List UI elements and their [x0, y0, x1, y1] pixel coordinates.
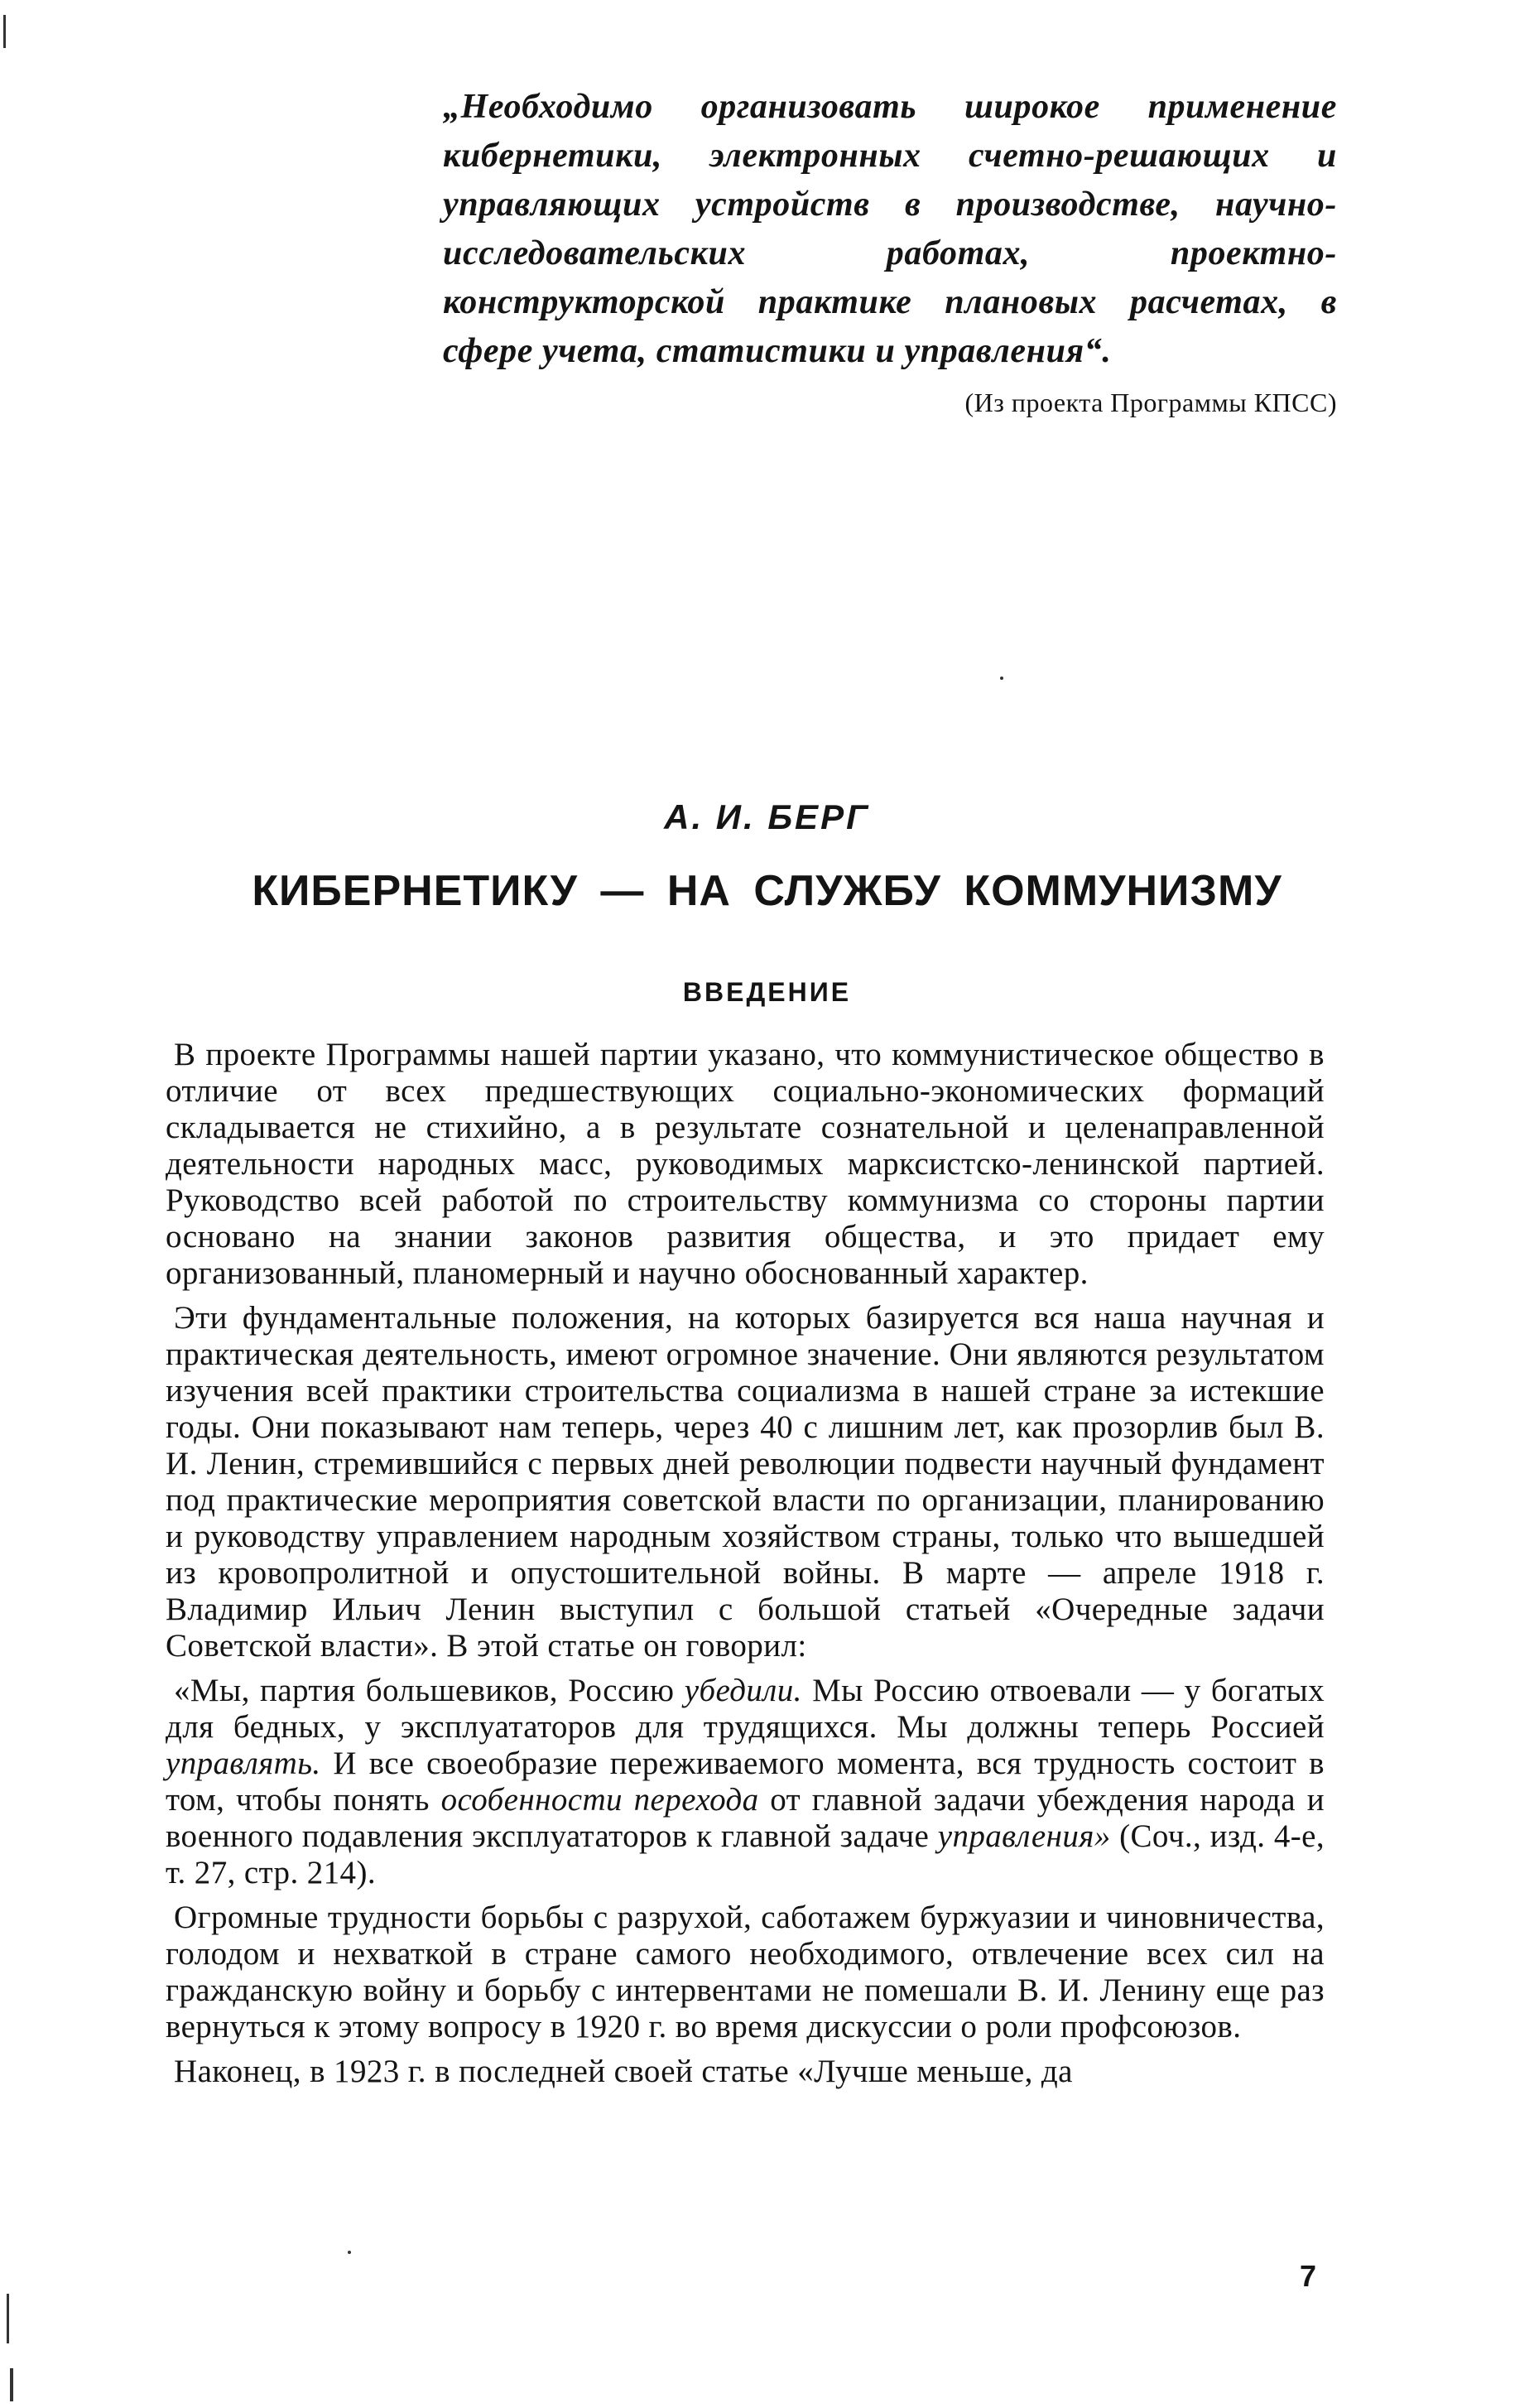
- epigraph: [443, 83, 1337, 418]
- scan-speck: [1000, 677, 1003, 680]
- article-title: КИБЕРНЕТИКУ — НА СЛУЖБУ КОММУНИЗМУ: [252, 867, 1282, 915]
- author-name: А. И. БЕРГ: [664, 797, 870, 836]
- quote-citation: (Соч., изд. 4-е, т. 27, стр. 214).: [166, 1818, 1325, 1890]
- quote-emphasis: особенности перехода: [440, 1782, 759, 1818]
- paragraph: Наконец, в 1923 г. в последней своей статье «Лучше меньше, да: [174, 2054, 1073, 2089]
- scan-speck: [10, 2368, 13, 2401]
- quote-emphasis: убедили.: [684, 1673, 802, 1708]
- quote-text: Мы Россию отвоевали — у богатых для бедных, у эксплуататоров для трудящихся. Мы должны теперь Россией: [166, 1673, 1325, 1745]
- page-number: 7: [1300, 2259, 1317, 2293]
- paragraph: Эти фундаментальные положения, на которых базируется вся наша научная и практическая деятельность, имеют огромное значение. Они являются результатом изучения всей практики строительства социализма в нашей стране за истекшие годы. Они показывают нам теперь, через 40 с лишним лет, как прозорлив был В. И. Ленин, стремившийся с первых дней революции подвести научный фундамент под практические мероприятия советской власти по организации, планированию и руководству управлением народным хозяйством страны, только что вышедшей из кровопролитной и опустошительной войны. В марте — апреле 1918 г. Владимир Ильич Ленин выступил с большой статьей «Очередные задачи Советской власти». В этой статье он говорил:: [166, 1300, 1325, 1664]
- body-text: [166, 1037, 1325, 2098]
- section-heading: ВВЕДЕНИЕ: [682, 977, 852, 1007]
- quote-text: «Мы, партия большевиков, Россию: [174, 1673, 685, 1708]
- scan-speck: [3, 15, 6, 48]
- quote-emphasis: управления»: [937, 1818, 1111, 1854]
- quote-text: И все своеобразие переживаемого момента, вся трудность состоит в том, чтобы понять: [166, 1746, 1325, 1818]
- epigraph-quote: „Необходимо организовать широкое применение кибернетики, электронных счетно-решающих и управляющих устройств в производстве, научно-исследовательских работах, проектно-конструкторской практике плановых расчетах, в сфере учета, статистики и управления“.: [443, 88, 1337, 370]
- epigraph-source: (Из проекта Программы КПСС): [964, 388, 1337, 417]
- quote-emphasis: управлять.: [166, 1746, 321, 1781]
- paragraph: Огромные трудности борьбы с разрухой, саботажем буржуазии и чиновничества, голодом и нехваткой в стране самого необходимого, отвлечение всех сил на гражданскую войну и борьбу с интервентами не помешали В. И. Ленину еще раз вернуться к этому вопросу в 1920 г. во время дискуссии о роли профсоюзов.: [166, 1900, 1325, 2044]
- lenin-quote-paragraph: [166, 1673, 1325, 1891]
- quote-text: от главной задачи убеждения народа и военного подавления эксплуататоров к главной задаче: [166, 1782, 1325, 1854]
- paragraph: В проекте Программы нашей партии указано, что коммунистическое общество в отличие от всех предшествующих социально-экономических формаций складывается не стихийно, а в результате сознательной и целенаправленной деятельности народных масс, руководимых марксистско-ленинской партией. Руководство всей работой по строительству коммунизма со стороны партии основано на знании законов развития общества, и это придает ему организованный, планомерный и научно обоснованный характер.: [166, 1037, 1325, 1291]
- scan-speck: [348, 2251, 351, 2254]
- scan-speck: [7, 2294, 9, 2343]
